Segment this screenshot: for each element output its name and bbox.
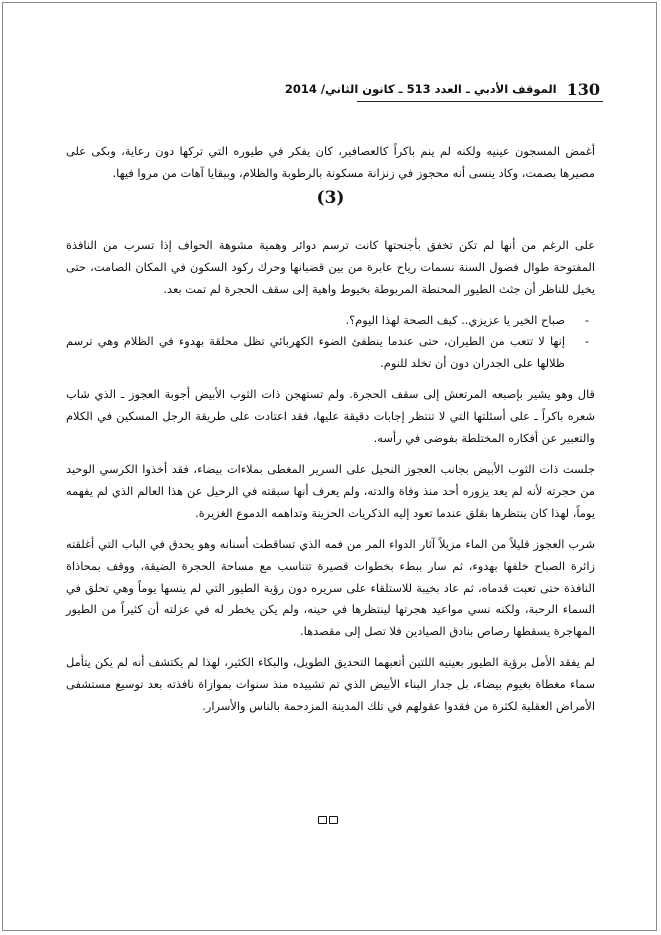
paragraph-5: لم يفقد الأمل برؤية الطيور بعينيه اللتين أتعبهما التحديق الطويل، والبكاء الكثير، لهذا لم يكتشف أنه لم يكن يتأمل سماء مغطاة بغيوم بيضاء، بل جدار البناء الأبيض الذي تم تشييده منذ سنوات بموازاة نافذته بعد توسيع مستشفى الأمراض العقلية لكثرة من فقدوا عقولهم في تلك المدينة المزدحمة بالناس والأسرار.: [66, 655, 595, 714]
dialogue-line-1: [66, 310, 595, 332]
footer-ornament: [318, 816, 338, 824]
intro-paragraph: أغمض المسجون عينيه ولكنه لم ينم باكراً كالعصافير، كان يفكر في طيوره التي تركها دون رعاية، وبكى على مصيرها بصمت، وكاد ينسى أنه محجوز في زنزانة مسكونة بالرطوبة والظلام، وببقايا آهات من مروا فيها.: [66, 144, 595, 180]
ornament-square-icon: [329, 816, 338, 824]
paragraph-1: على الرغم من أنها لم تكن تخفق بأجنحتها كانت ترسم دوائر وهمية مشوهة الحواف إذا تسرب من النافذة المفتوحة طوال فصول السنة نسمات رياح عابرة من بين قضبانها وحرك ركود السكون في المكان الصامت، حتى يخيل للناظر أن جثث الطيور المحنطة المربوطة بخيوط واهية إلى سقف الحجرة لم تمت بعد.: [66, 237, 595, 296]
dialogue-dash: -: [584, 334, 589, 349]
paragraph-3: جلست ذات الثوب الأبيض بجانب العجوز النحيل على السرير المغطى بملاءات بيضاء، فقد أخذوا الكرسي الوحيد من حجرته لأنه لم يعد يزوره أحد منذ وفاة والدته، ولم يعرف أنها سبقته في الرحيل عن هذا العالم الذي لم يفهمه يوماً، لهذا كان ينتظرها بقلق عندما تعود إليه الذكريات الحزينة وتداهمه الدموع الغزيرة.: [66, 461, 595, 520]
dialogue-dash: -: [584, 312, 589, 327]
article-body: [66, 141, 595, 718]
dialogue-line-2: [66, 331, 595, 375]
page-number: 130: [566, 79, 600, 99]
dialogue-text-1: صباح الخير يا عزيزي.. كيف الصحة لهذا اليوم؟.: [345, 312, 565, 327]
page-header: [284, 78, 600, 100]
running-title: الموقف الأدبي ـ العدد 513 ـ كانون الثاني/ 2014: [284, 82, 557, 96]
section-number: (3): [316, 187, 345, 208]
ornament-square-icon: [318, 816, 327, 824]
paragraph-2: قال وهو يشير بإصبعه المرتعش إلى سقف الحجرة. ولم تستهجن ذات الثوب الأبيض أجوبة العجوز ـ الذي شاب شعره باكراً ـ على أسئلتها التي لا تنتظر إجابات دقيقة عليها، فقد اعتادت على طريقة الرجل المسكين في الكلام والتعبير عن أفكاره المختلطة بفوضى في رأسه.: [66, 387, 595, 446]
header-rule: [357, 101, 603, 102]
dialogue-text-2: إنها لا تتعب من الطيران، حتى عندما ينطفئ الضوء الكهربائي تظل محلقة بهدوء في الظلام وهي ترسم ظلالها على الجدران دون أن تخلد للنوم.: [66, 334, 565, 371]
paragraph-4: شرب العجوز قليلاً من الماء مزيلاً آثار الدواء المر من فمه الذي تساقطت أسنانه وهو يحدق في الباب التي أغلقته زائرة الصباح خلفها بهدوء، ثم سار ببطء بخطوات قصيرة تتناسب مع مساحة الحجرة الضيقة، ووقف بمحاذاة النافذة حتى تعبت قدماه، ثم عاد بخيبة للاستلقاء على سريره دون رؤية الطيور التي لم ينسها يوماً وهي تحلق في السماء الرحبة، ولكنه نسي مواعيد هجرتها لينتظرها في حينه، ولم يكن يخطر له في عزلته أن كثيراً من الطيور المهاجرة يسقطها رصاص بنادق الصيادين فلا تصل إلى مقصدها.: [66, 536, 595, 639]
